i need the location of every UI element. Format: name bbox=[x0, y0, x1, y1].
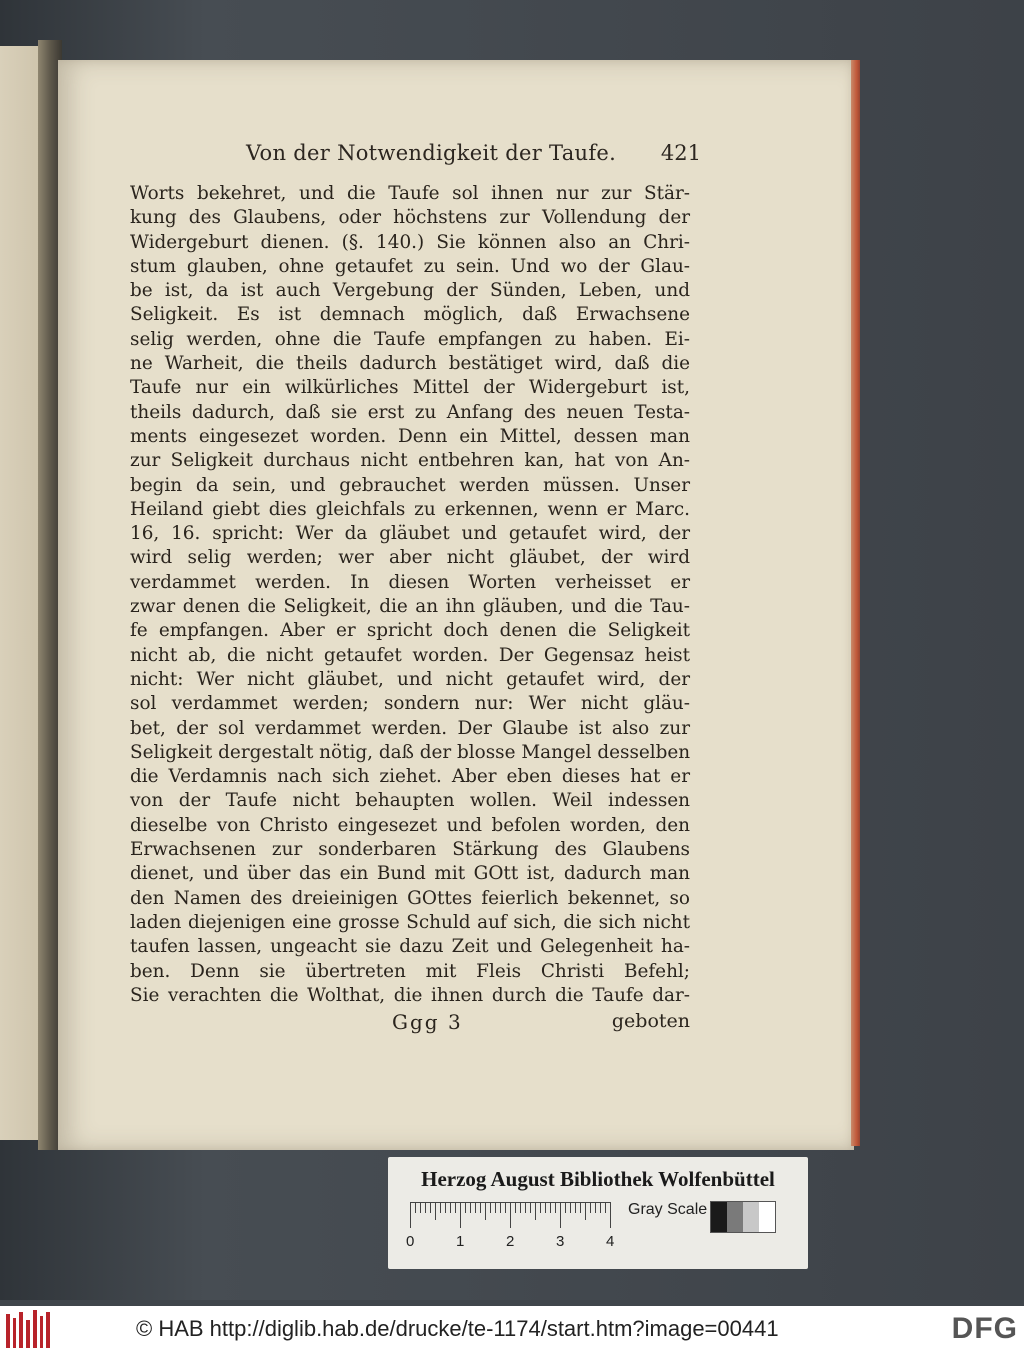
gray-patch bbox=[711, 1202, 727, 1232]
text-line: Sie verachten die Wolthat, die ihnen durch die Taufe dar- bbox=[130, 984, 690, 1006]
text-line: fe empfangen. Aber er spricht doch denen die Seligkeit bbox=[130, 620, 690, 642]
ruler-tick bbox=[545, 1202, 546, 1213]
text-line: nicht ab, die nicht getaufet worden. Der Gegensaz heist bbox=[130, 644, 690, 666]
ruler-tick bbox=[555, 1202, 556, 1213]
ruler-number: 0 bbox=[406, 1233, 415, 1250]
text-line: ne Warheit, die theils dadurch bestätiget wird, daß die bbox=[130, 353, 690, 375]
text-line: Seligkeit. Es ist demnach möglich, daß Erwachsene bbox=[130, 304, 690, 326]
gray-scale-label: Gray Scale bbox=[628, 1201, 708, 1218]
library-name: Herzog August Bibliothek Wolfenbüttel bbox=[421, 1167, 775, 1191]
dfg-logo[interactable]: DFG bbox=[951, 1312, 1018, 1345]
page-footer-line bbox=[130, 1010, 690, 1036]
text-line: verdammet werden. In diesen Worten verheisset er bbox=[130, 571, 690, 593]
measurement-ruler bbox=[410, 1202, 610, 1230]
catchword: geboten bbox=[611, 1010, 690, 1032]
ruler-tick bbox=[525, 1202, 526, 1213]
text-line: be ist, da ist auch Vergebung der Sünden, Leben, und bbox=[130, 280, 690, 302]
ruler-tick bbox=[550, 1202, 551, 1213]
text-line: ben. Denn sie übertreten mit Fleis Christi Befehl; bbox=[130, 960, 690, 982]
page-body-text bbox=[130, 182, 690, 1008]
text-line: dieselbe von Christo eingesezet und befolen worden, den bbox=[130, 814, 690, 836]
ruler-tick bbox=[580, 1202, 581, 1213]
running-head-title: Von der Notwendigkeit der Taufe. bbox=[246, 141, 617, 165]
ruler-tick bbox=[490, 1202, 491, 1213]
hab-logo-icon[interactable] bbox=[6, 1310, 50, 1348]
color-reference-card bbox=[388, 1157, 808, 1269]
ruler-tick bbox=[435, 1202, 436, 1220]
ruler-tick bbox=[560, 1202, 561, 1228]
text-line: laden diejenigen eine grosse Schuld auf sich, die sich nicht bbox=[130, 911, 690, 933]
ruler-tick bbox=[510, 1202, 511, 1228]
ruler-tick bbox=[610, 1202, 611, 1228]
ruler-tick bbox=[540, 1202, 541, 1213]
logo-bar bbox=[19, 1312, 23, 1348]
ruler-tick bbox=[565, 1202, 566, 1213]
ruler-tick bbox=[425, 1202, 426, 1213]
ruler-tick bbox=[595, 1202, 596, 1213]
text-line: von der Taufe nicht behaupten wollen. Weil indessen bbox=[130, 790, 690, 812]
ruler-tick bbox=[420, 1202, 421, 1213]
text-line: selig werden, ohne die Taufe empfangen zu haben. Ei- bbox=[130, 328, 690, 350]
ruler-tick bbox=[465, 1202, 466, 1213]
gray-patch bbox=[759, 1202, 775, 1232]
ruler-tick bbox=[495, 1202, 496, 1213]
page-edge-red bbox=[851, 60, 860, 1146]
ruler-tick bbox=[460, 1202, 461, 1228]
text-line: wird selig werden; wer aber nicht gläubet, der wird bbox=[130, 547, 690, 569]
viewer-footer bbox=[0, 1306, 1024, 1353]
text-line: Seligkeit dergestalt nötig, daß der blosse Mangel desselben bbox=[130, 741, 691, 763]
ruler-tick bbox=[530, 1202, 531, 1213]
ruler-tick bbox=[600, 1202, 601, 1213]
ruler-number: 4 bbox=[606, 1233, 615, 1250]
text-line: dienet, und über das ein Bund mit GOtt ist, dadurch man bbox=[130, 863, 690, 885]
text-line: theils dadurch, daß sie erst zu Anfang des neuen Testa- bbox=[130, 401, 690, 423]
gray-patch bbox=[727, 1202, 743, 1232]
text-line: sol verdammet werden; sondern nur: Wer nicht gläu- bbox=[130, 693, 690, 715]
text-line: den Namen des dreieinigen GOttes feierlich bekennet, so bbox=[130, 887, 690, 909]
ruler-tick bbox=[605, 1202, 606, 1213]
logo-bar bbox=[6, 1314, 10, 1348]
ruler-tick bbox=[455, 1202, 456, 1213]
text-line: taufen lassen, ungeacht sie dazu Zeit und Gelegenheit ha- bbox=[130, 936, 690, 958]
ruler-tick bbox=[575, 1202, 576, 1213]
text-line: Taufe nur ein wilkürliches Mittel der Widergeburt ist, bbox=[130, 377, 690, 399]
logo-bar bbox=[13, 1318, 17, 1348]
ruler-tick bbox=[445, 1202, 446, 1213]
ruler-tick bbox=[485, 1202, 486, 1220]
text-line: 16, 16. spricht: Wer da gläubet und getaufet wird, der bbox=[130, 523, 690, 545]
ruler-tick bbox=[515, 1202, 516, 1213]
gray-patch bbox=[743, 1202, 759, 1232]
ruler-tick bbox=[475, 1202, 476, 1213]
ruler-number: 3 bbox=[556, 1233, 565, 1250]
text-line: ments eingesezet worden. Denn ein Mittel, dessen man bbox=[130, 425, 690, 447]
text-line: Erwachsenen zur sonderbaren Stärkung des Glaubens bbox=[130, 839, 690, 861]
text-line: Widergeburt dienen. (§. 140.) Sie können also an Chri- bbox=[130, 231, 690, 253]
text-line: zur Seligkeit durchaus nicht entbehren kan, hat von An- bbox=[130, 450, 690, 472]
text-line: Heiland giebt dies gleichfals zu erkennen, wenn er Marc. bbox=[130, 498, 690, 520]
ruler-tick bbox=[480, 1202, 481, 1213]
logo-bar bbox=[40, 1316, 44, 1348]
ruler-tick bbox=[440, 1202, 441, 1213]
text-line: stum glauben, ohne getaufet zu sein. Und wo der Glau- bbox=[130, 255, 690, 277]
ruler-numbers bbox=[406, 1233, 626, 1253]
text-line: Worts bekehret, und die Taufe sol ihnen nur zur Stär- bbox=[130, 183, 690, 204]
page-number: 421 bbox=[660, 141, 701, 165]
ruler-tick bbox=[570, 1202, 571, 1213]
text-line: die Verdamnis nach sich ziehet. Aber eben dieses hat er bbox=[130, 766, 690, 788]
text-line: nicht: Wer nicht gläubet, und nicht getaufet wird, der bbox=[130, 668, 690, 690]
ruler-tick bbox=[415, 1202, 416, 1213]
signature-mark: Ggg 3 bbox=[392, 1010, 463, 1034]
ruler-tick bbox=[535, 1202, 536, 1220]
logo-bar bbox=[33, 1310, 37, 1348]
ruler-tick bbox=[505, 1202, 506, 1213]
ruler-tick bbox=[430, 1202, 431, 1213]
copyright-url[interactable]: © HAB http://diglib.hab.de/drucke/te-1174/start.htm?image=00441 bbox=[136, 1316, 779, 1341]
ruler-tick bbox=[450, 1202, 451, 1213]
logo-bar bbox=[26, 1320, 30, 1348]
ruler-number: 2 bbox=[506, 1233, 515, 1250]
text-line: bet, der sol verdammet werden. Der Glaube ist also zur bbox=[130, 717, 690, 739]
ruler-tick bbox=[470, 1202, 471, 1213]
ruler-tick bbox=[520, 1202, 521, 1213]
text-line: kung des Glaubens, oder höchstens zur Vollendung der bbox=[130, 207, 690, 229]
logo-bar bbox=[46, 1312, 50, 1348]
ruler-tick bbox=[590, 1202, 591, 1213]
ruler-number: 1 bbox=[456, 1233, 465, 1250]
text-line: zwar denen die Seligkeit, die an ihn gläuben, und die Tau- bbox=[130, 596, 690, 618]
running-head bbox=[246, 141, 701, 175]
text-line: begin da sein, und gebrauchet werden müssen. Unser bbox=[130, 474, 690, 496]
ruler-tick bbox=[500, 1202, 501, 1213]
gray-scale-patches bbox=[710, 1201, 776, 1233]
ruler-tick bbox=[585, 1202, 586, 1220]
ruler-tick bbox=[410, 1202, 411, 1228]
